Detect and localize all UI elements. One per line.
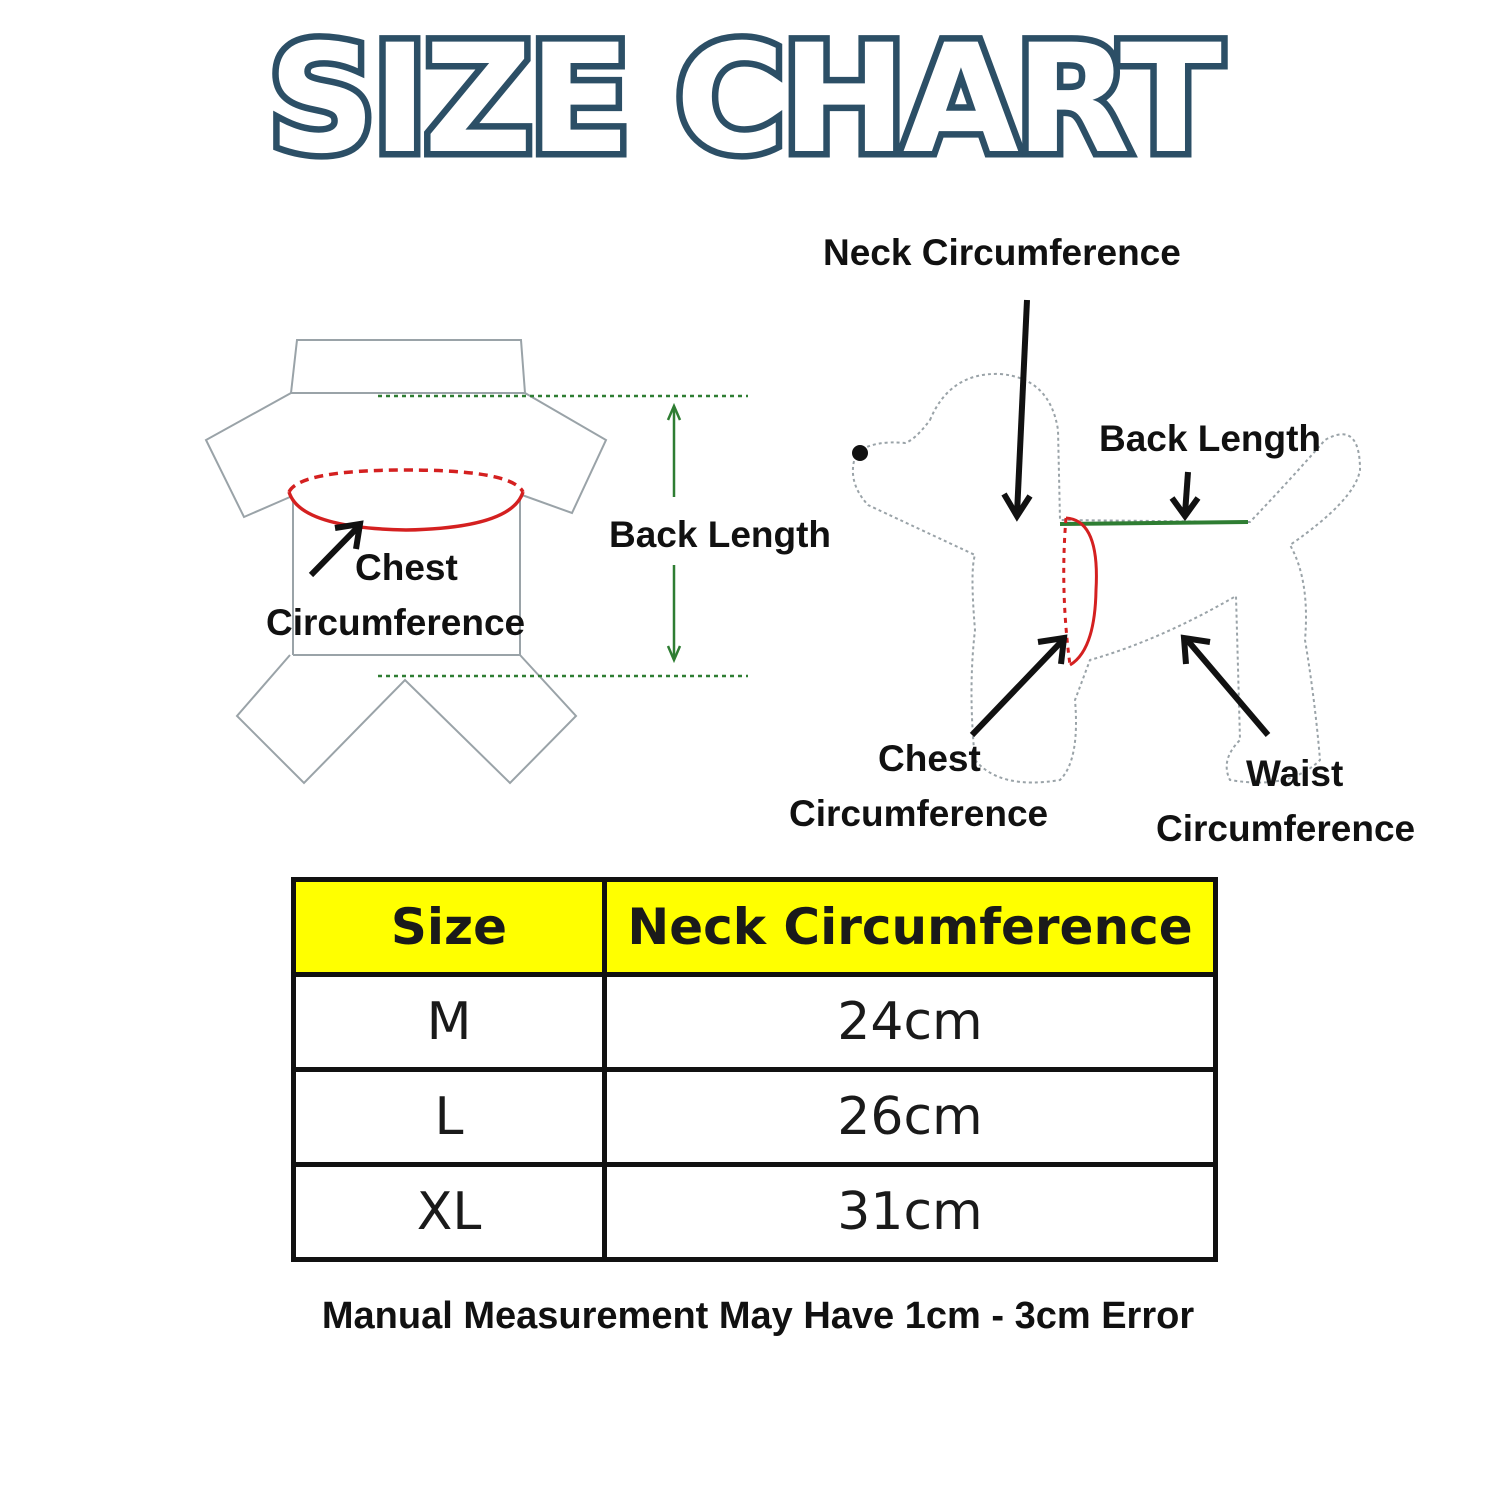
dog-chest-circumference-marker [1066, 518, 1096, 665]
dog-nose [852, 445, 868, 461]
dog-waist-label: Waist [1246, 753, 1344, 794]
garment-chest-label-line2: Circumference [266, 602, 526, 643]
size-table [291, 877, 1218, 1262]
header-neck-circumference: Neck Circumference [605, 880, 1216, 975]
header-size: Size [294, 880, 605, 975]
dog-back-length-label: Back Length [1099, 418, 1322, 459]
size-cell: M [294, 975, 605, 1070]
neck-cell: 26cm [605, 1070, 1216, 1165]
table-row [294, 1165, 1216, 1260]
neck-cell: 24cm [605, 975, 1216, 1070]
table-row [294, 975, 1216, 1070]
size-cell: L [294, 1070, 605, 1165]
dog-waist-label-line2: Circumference [1156, 808, 1416, 849]
neck-cell: 31cm [605, 1165, 1216, 1260]
dog-label-arrows [972, 300, 1268, 735]
garment-back-length-label: Back Length [609, 514, 832, 555]
measurement-error-note: Manual Measurement May Have 1cm - 3cm Error [321, 1295, 1195, 1337]
garment-chest-arrow [311, 524, 360, 575]
size-chart-title: SIZE CHART [267, 13, 1219, 187]
size-cell: XL [294, 1165, 605, 1260]
dog-back-length-line [1060, 522, 1248, 524]
table-row [294, 1070, 1216, 1165]
dog-neck-label: Neck Circumference [823, 232, 1181, 273]
garment-chest-label: Chest [355, 547, 458, 588]
dog-chest-label-line2: Circumference [789, 793, 1049, 834]
garment-chest-circumference-marker [289, 470, 523, 530]
table-header-row [294, 880, 1216, 975]
dog-chest-label: Chest [878, 738, 981, 779]
